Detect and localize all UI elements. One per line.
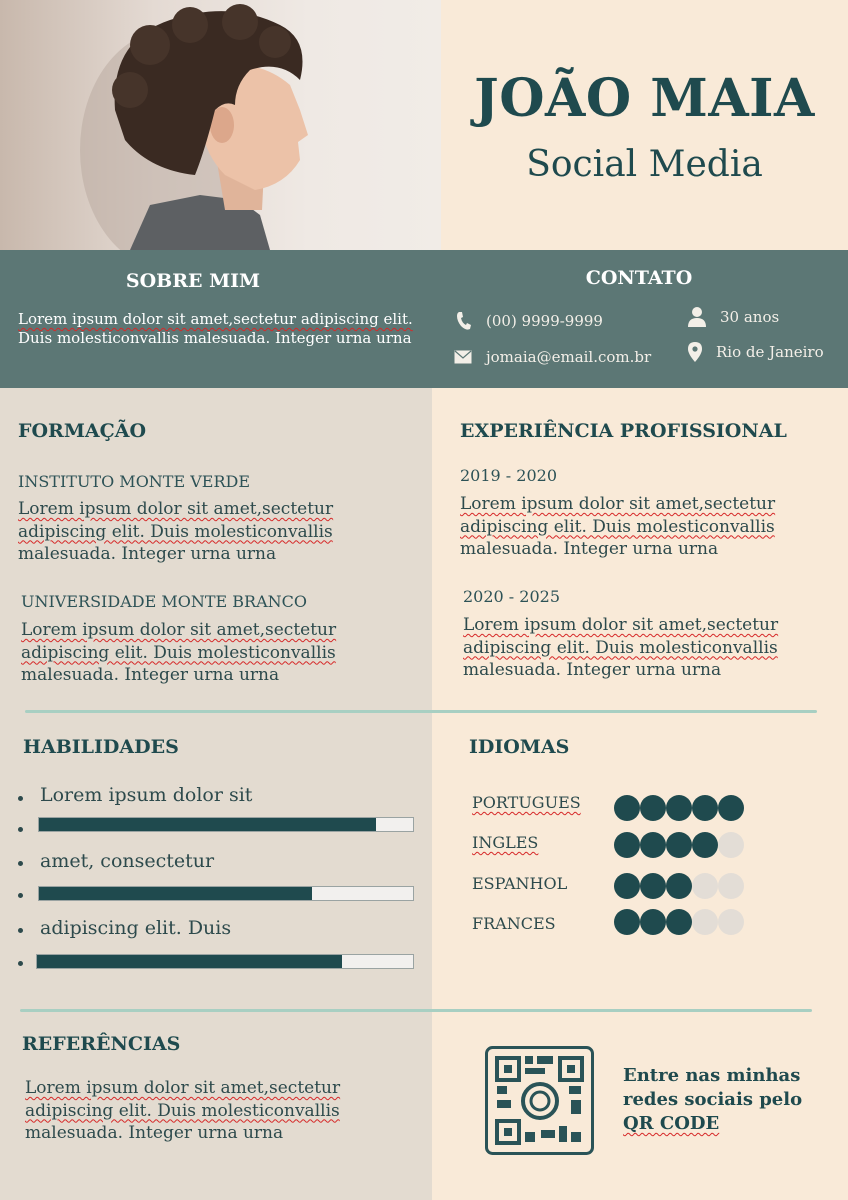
qr-caption-line: redes sociais pelo [623, 1089, 803, 1110]
skill-bar [36, 954, 414, 969]
skills-title: HABILIDADES [23, 736, 179, 758]
skill-label: Lorem ipsum dolor sit [40, 784, 253, 806]
text-line: adipiscing elit. Duis molesticonvallis [460, 516, 775, 537]
qr-code[interactable] [485, 1046, 594, 1155]
language-dot-filled [692, 795, 718, 821]
language-name: FRANCES [472, 914, 556, 933]
skill-bar-fill [37, 955, 342, 968]
city-text: Rio de Janeiro [716, 343, 824, 361]
section-divider [20, 1009, 812, 1012]
language-level [614, 873, 744, 899]
language-dot-empty [692, 909, 718, 935]
language-dot-filled [614, 832, 640, 858]
experience-period: 2020 - 2025 [463, 587, 561, 606]
language-dot-empty [718, 832, 744, 858]
education-school: UNIVERSIDADE MONTE BRANCO [21, 592, 307, 611]
language-dot-empty [718, 909, 744, 935]
language-dot-filled [640, 832, 666, 858]
bullet [18, 796, 23, 801]
contact-email [454, 348, 651, 366]
qr-caption-line: Entre nas minhas [623, 1065, 801, 1086]
language-dot-filled [640, 795, 666, 821]
language-dot-filled [666, 909, 692, 935]
qr-caption-line: QR CODE [623, 1113, 720, 1134]
text-line: adipiscing elit. Duis molesticonvallis [463, 637, 778, 658]
language-dot-filled [640, 909, 666, 935]
text-line: adipiscing elit. Duis molesticonvallis [25, 1100, 340, 1121]
about-line: Lorem ipsum dolor sit amet,sectetur adipiscing elit. [18, 310, 413, 328]
skill-bar [38, 886, 414, 901]
language-level [614, 795, 744, 821]
bullet [18, 861, 23, 866]
language-dot-filled [614, 795, 640, 821]
contact-title: CONTATO [585, 267, 693, 289]
language-dot-empty [718, 873, 744, 899]
education-school: INSTITUTO MONTE VERDE [18, 472, 251, 491]
references-title: REFERÊNCIAS [22, 1033, 181, 1055]
text-line: adipiscing elit. Duis molesticonvallis [21, 642, 336, 663]
skill-bar-fill [39, 887, 312, 900]
text-line: Lorem ipsum dolor sit amet,sectetur [460, 494, 776, 514]
education-description [21, 619, 426, 687]
bullet [18, 961, 23, 966]
language-dot-filled [666, 832, 692, 858]
phone-text: (00) 9999-9999 [486, 312, 603, 330]
text-line: Lorem ipsum dolor sit amet,sectetur [21, 620, 337, 640]
language-dot-filled [640, 873, 666, 899]
experience-description [463, 614, 848, 682]
language-name: PORTUGUES [472, 793, 581, 812]
experience-period: 2019 - 2020 [460, 466, 558, 485]
language-dot-filled [692, 832, 718, 858]
about-text [18, 310, 418, 348]
person-icon [688, 307, 706, 327]
text-line: malesuada. Integer urna urna [18, 544, 277, 564]
experience-title: EXPERIÊNCIA PROFISSIONAL [460, 420, 787, 442]
education-description [18, 498, 423, 566]
qr-caption [623, 1064, 823, 1136]
email-text: jomaia@email.com.br [486, 348, 652, 366]
language-dot-filled [718, 795, 744, 821]
bullet [18, 893, 23, 898]
person-name: JOÃO MAIA [474, 68, 815, 129]
location-pin-icon [688, 342, 702, 362]
age-text: 30 anos [720, 308, 780, 326]
skill-bar [38, 817, 414, 832]
profile-photo [0, 0, 441, 250]
languages-title: IDIOMAS [469, 736, 570, 758]
text-line: malesuada. Integer urna urna [21, 665, 280, 685]
skill-label: adipiscing elit. Duis [40, 917, 232, 939]
language-dot-filled [666, 795, 692, 821]
language-dot-filled [666, 873, 692, 899]
education-title: FORMAÇÃO [18, 420, 147, 442]
text-line: adipiscing elit. Duis molesticonvallis [18, 521, 333, 542]
text-line: malesuada. Integer urna urna [25, 1123, 284, 1143]
skill-label: amet, consectetur [40, 850, 215, 872]
section-divider [25, 710, 817, 713]
bullet [18, 928, 23, 933]
phone-icon [456, 311, 472, 331]
language-name: INGLES [472, 833, 539, 852]
text-line: Lorem ipsum dolor sit amet,sectetur [463, 615, 779, 635]
contact-city [688, 342, 824, 362]
language-name: ESPANHOL [472, 874, 568, 893]
contact-age [688, 307, 779, 327]
language-level [614, 832, 744, 858]
text-line: Lorem ipsum dolor sit amet,sectetur [18, 499, 334, 519]
bullet [18, 827, 23, 832]
about-title: SOBRE MIM [125, 270, 261, 292]
about-line: Duis molesticonvallis malesuada. Integer urna urna [18, 329, 412, 347]
text-line: malesuada. Integer urna urna [460, 539, 719, 559]
language-dot-filled [614, 873, 640, 899]
text-line: Lorem ipsum dolor sit amet,sectetur [25, 1078, 341, 1098]
language-dot-empty [692, 873, 718, 899]
job-title: Social Media [526, 144, 763, 185]
text-line: malesuada. Integer urna urna [463, 660, 722, 680]
mail-icon [454, 350, 472, 364]
references-description [25, 1077, 425, 1145]
experience-description [460, 493, 845, 561]
language-level [614, 909, 744, 935]
contact-phone [456, 311, 603, 331]
skill-bar-fill [39, 818, 376, 831]
language-dot-filled [614, 909, 640, 935]
